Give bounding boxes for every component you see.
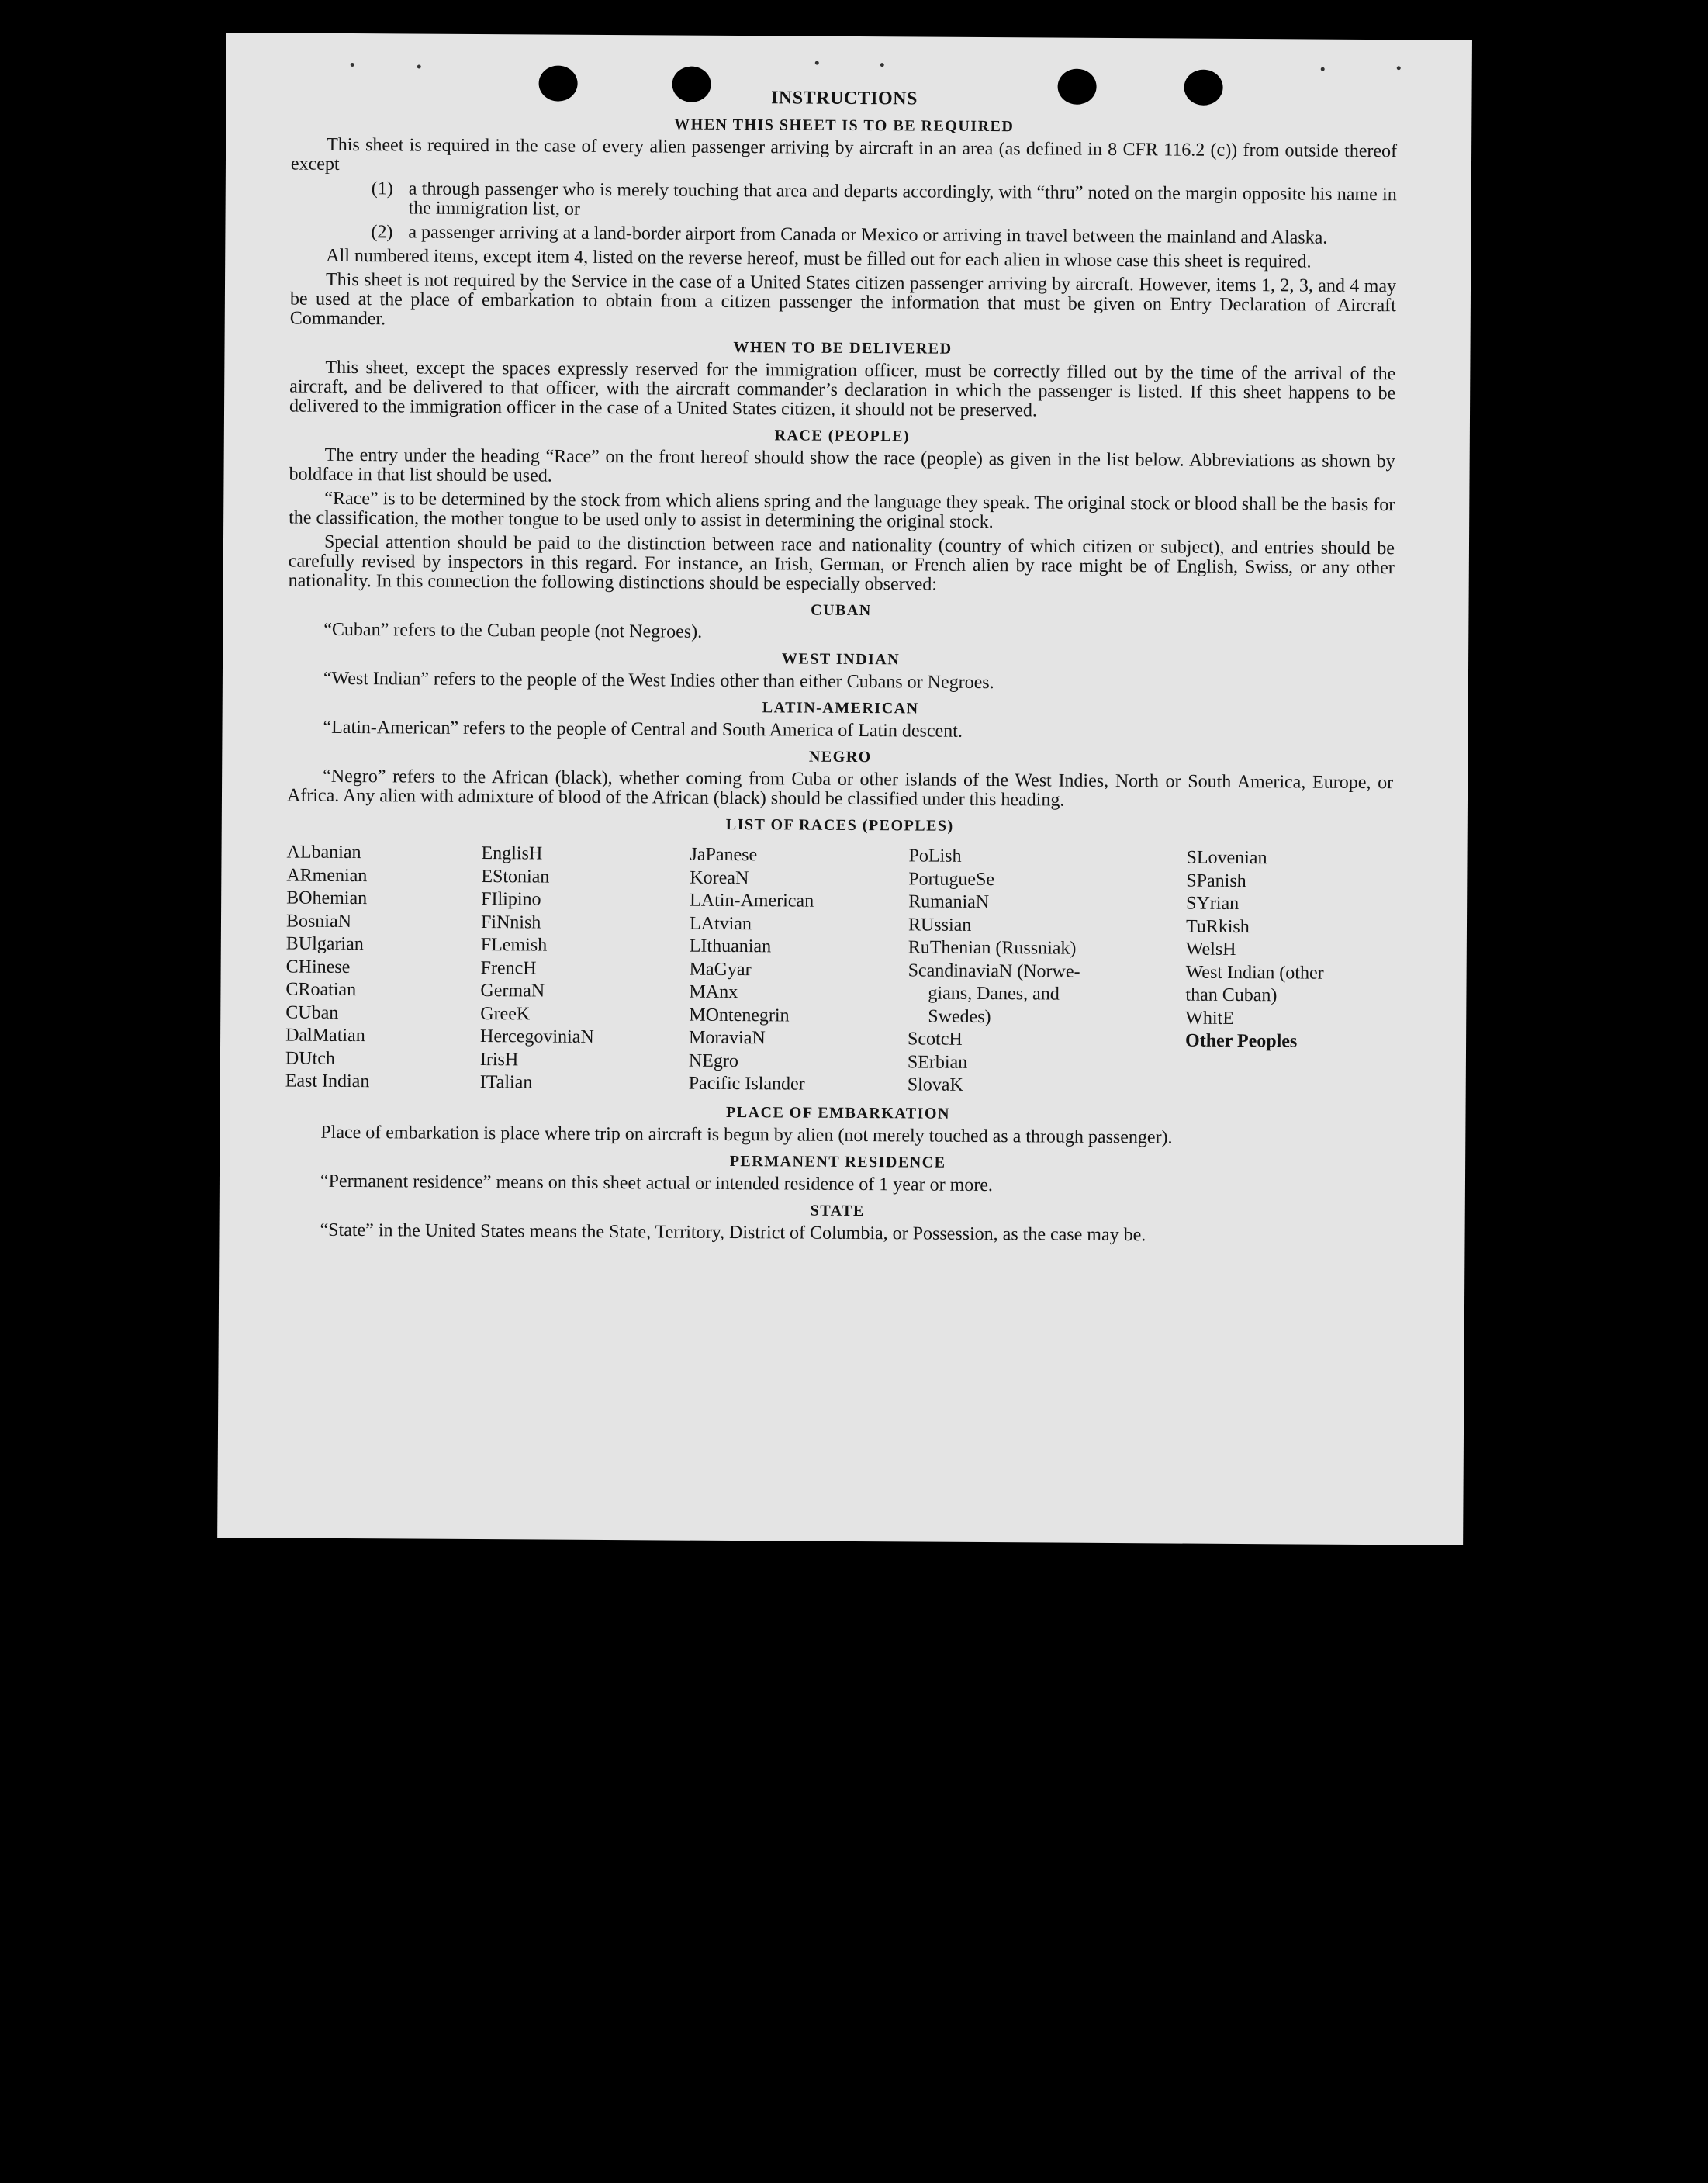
- race-entry: IrisH: [479, 1049, 519, 1070]
- state-text: “State” in the United States means the State, Territory, District of Columbia, or Possession, as the case may be.: [320, 1220, 1146, 1245]
- race-entry: RUssian: [908, 914, 972, 936]
- race-paragraph-3: Special attention should be paid to the distinction between race and nationality (country of which citizen or subject), and entries should be carefully revised by inspectors in this regard. For instance, an Irish, German, or French alien by race might be of English, Swiss, or any other nationality. In this connection the following distinctions should be especially observed:: [288, 531, 1395, 595]
- race-column: [689, 844, 909, 1097]
- west-indian-text: “West Indian” refers to the people of the West Indies other than either Cubans or Negroes.: [323, 668, 994, 694]
- race-entry: SPanish: [1186, 870, 1246, 891]
- item-text: a passenger arriving at a land-border airport from Canada or Mexico or arriving in travel between the mainland and Alaska.: [408, 222, 1328, 248]
- race-entry: SYrian: [1186, 893, 1240, 914]
- heading-negro: NEGRO: [808, 748, 872, 766]
- race-entry: DalMatian: [285, 1025, 365, 1047]
- heading-cuban: CUBAN: [811, 601, 872, 620]
- race-paragraph-2: “Race” is to be determined by the stock from which aliens spring and the language they speak. The original stock or blood shall be the basis for the classification, the mother tongue to be used only to assist in determining the original stock.: [289, 488, 1395, 533]
- race-entry: NEgro: [688, 1050, 738, 1071]
- race-entry: PortugueSe: [908, 868, 995, 890]
- exception-item: [291, 179, 1397, 225]
- race-entry: FIlipino: [481, 889, 541, 910]
- race-entry: WelsH: [1185, 939, 1236, 960]
- race-entry: BUlgarian: [285, 933, 364, 955]
- item-text: a through passenger who is merely touching that area and departs accordingly, with “thru” noted on the margin opposite his name in the immigration list, or: [408, 178, 1397, 220]
- negro-text: “Negro” refers to the African (black), whether coming from Cuba or other islands of the West Indies, North or South America, Europe, or Africa. Any alien with admixture of blood of the African (black) should be classified under this heading.: [286, 766, 1394, 811]
- speck: [351, 63, 354, 67]
- heading-race: RACE (PEOPLE): [774, 427, 911, 445]
- race-entry: BosniaN: [285, 910, 352, 932]
- race-entry: LIthuanian: [689, 936, 772, 957]
- race-column: [285, 841, 482, 1094]
- heading-when-delivered: WHEN TO BE DELIVERED: [733, 338, 953, 358]
- when-delivered-text: This sheet, except the spaces expressly reserved for the immigration officer, must be correctly filled out by the time of the arrival of the aircraft, and be delivered to that officer, with the aircraft commander’s declaration in which the passenger is listed. If this sheet happens to be delivered to the immigration officer in the case of a United States citizen, it should not be preserved.: [289, 357, 1396, 421]
- heading-state: STATE: [810, 1202, 865, 1220]
- speck: [880, 63, 884, 67]
- race-entry: Swedes): [928, 1006, 991, 1027]
- race-entry: KoreaN: [690, 867, 749, 888]
- race-entry: LAtin-American: [690, 890, 814, 912]
- race-entry: JaPanese: [690, 844, 758, 866]
- heading-west-indian: WEST INDIAN: [781, 650, 901, 669]
- race-entry: EStonian: [481, 866, 550, 887]
- race-entry: FiNnish: [480, 912, 541, 932]
- race-entry: DUtch: [285, 1047, 335, 1069]
- speck: [1321, 67, 1325, 71]
- race-entry: ALbanian: [286, 842, 361, 863]
- cuban-text: “Cuban” refers to the Cuban people (not Negroes).: [323, 619, 703, 642]
- race-entry: MAnx: [689, 981, 738, 1003]
- race-entry: ScotcH: [908, 1029, 963, 1050]
- race-entry: RumaniaN: [908, 891, 990, 913]
- race-column: [480, 842, 690, 1095]
- race-entry: than Cuban): [1185, 984, 1278, 1006]
- race-entry: Pacific Islander: [688, 1073, 805, 1095]
- race-entry: GermaN: [480, 981, 545, 1002]
- race-entry: GreeK: [480, 1003, 531, 1024]
- race-column: [1185, 847, 1393, 1100]
- race-entry: CUban: [285, 1002, 339, 1023]
- race-entry: MoraviaN: [689, 1027, 766, 1049]
- race-entry: BOhemian: [286, 887, 368, 909]
- race-entry: TuRkish: [1185, 916, 1250, 937]
- document-sheet: [217, 33, 1472, 1545]
- numbered-items-note: All numbered items, except item 4, listed on the reverse hereof, must be filled out for each alien in whose case this sheet is required.: [326, 245, 1312, 272]
- permanent-residence-text: “Permanent residence” means on this sheet actual or intended residence of 1 year or more.: [320, 1171, 994, 1195]
- race-entry: MOntenegrin: [689, 1005, 790, 1026]
- race-entry: CHinese: [285, 956, 351, 977]
- exception-item: [290, 223, 1396, 249]
- race-entry: Other Peoples: [1185, 1030, 1298, 1052]
- race-paragraph-1: The entry under the heading “Race” on the front hereof should show the race (people) as given in the list below. Abbreviations as shown by boldface in that list should be used.: [289, 445, 1395, 486]
- latin-american-text: “Latin-American” refers to the people of Central and South America of Latin descent.: [323, 717, 963, 742]
- race-entry: LAtvian: [689, 913, 752, 934]
- race-entry: ITalian: [479, 1072, 533, 1093]
- race-entry: SlovaK: [907, 1074, 963, 1095]
- citizen-note: This sheet is not required by the Service in the case of a United States citizen passenger arriving by aircraft. However, items 1, 2, 3, and 4 may be used at the place of embarkation to obtain from a citizen passenger the information that must be given on Entry Declaration of Aircraft Commander.: [289, 269, 1397, 330]
- race-entry: SErbian: [907, 1051, 968, 1073]
- race-entry: EnglisH: [481, 843, 543, 864]
- race-entry: RuThenian (Russniak): [908, 937, 1077, 959]
- race-entry: SLovenian: [1186, 847, 1267, 869]
- race-entry: gians, Danes, and: [928, 983, 1060, 1005]
- item-number: (2): [371, 222, 393, 243]
- race-entry: ARmenian: [286, 864, 368, 886]
- heading-list-of-races: LIST OF RACES (PEOPLES): [725, 815, 954, 835]
- speck: [417, 65, 421, 69]
- embarkation-text: Place of embarkation is place where trip on aircraft is begun by alien (not merely touched as a through passenger).: [320, 1122, 1173, 1147]
- race-entry: PoLish: [908, 846, 962, 867]
- item-number: (1): [371, 178, 393, 199]
- page-title: INSTRUCTIONS: [771, 88, 918, 109]
- heading-permanent-residence: PERMANENT RESIDENCE: [729, 1152, 946, 1171]
- speck: [815, 61, 819, 65]
- race-list: [285, 841, 1393, 1099]
- race-entry: MaGyar: [689, 959, 752, 980]
- race-entry: FrencH: [480, 957, 537, 978]
- race-entry: FLemish: [480, 935, 548, 956]
- instructions-content: [284, 85, 1397, 1251]
- race-entry: HercegoviniaN: [480, 1026, 594, 1047]
- race-column: [908, 845, 1187, 1098]
- heading-when-required: WHEN THIS SHEET IS TO BE REQUIRED: [674, 116, 1015, 136]
- race-entry: East Indian: [285, 1071, 370, 1092]
- heading-latin-american: LATIN-AMERICAN: [762, 699, 919, 718]
- race-entry: West Indian (other: [1185, 962, 1324, 984]
- race-entry: ScandinaviaN (Norwe-: [908, 960, 1080, 982]
- when-required-intro: This sheet is required in the case of every alien passenger arriving by aircraft in an area (as defined in 8 CFR 116.2 (c)) from outside thereof except: [290, 134, 1398, 175]
- race-entry: CRoatian: [285, 979, 357, 1001]
- race-entry: WhitE: [1185, 1008, 1234, 1029]
- speck: [1397, 66, 1401, 70]
- heading-embarkation: PLACE OF EMBARKATION: [725, 1103, 951, 1123]
